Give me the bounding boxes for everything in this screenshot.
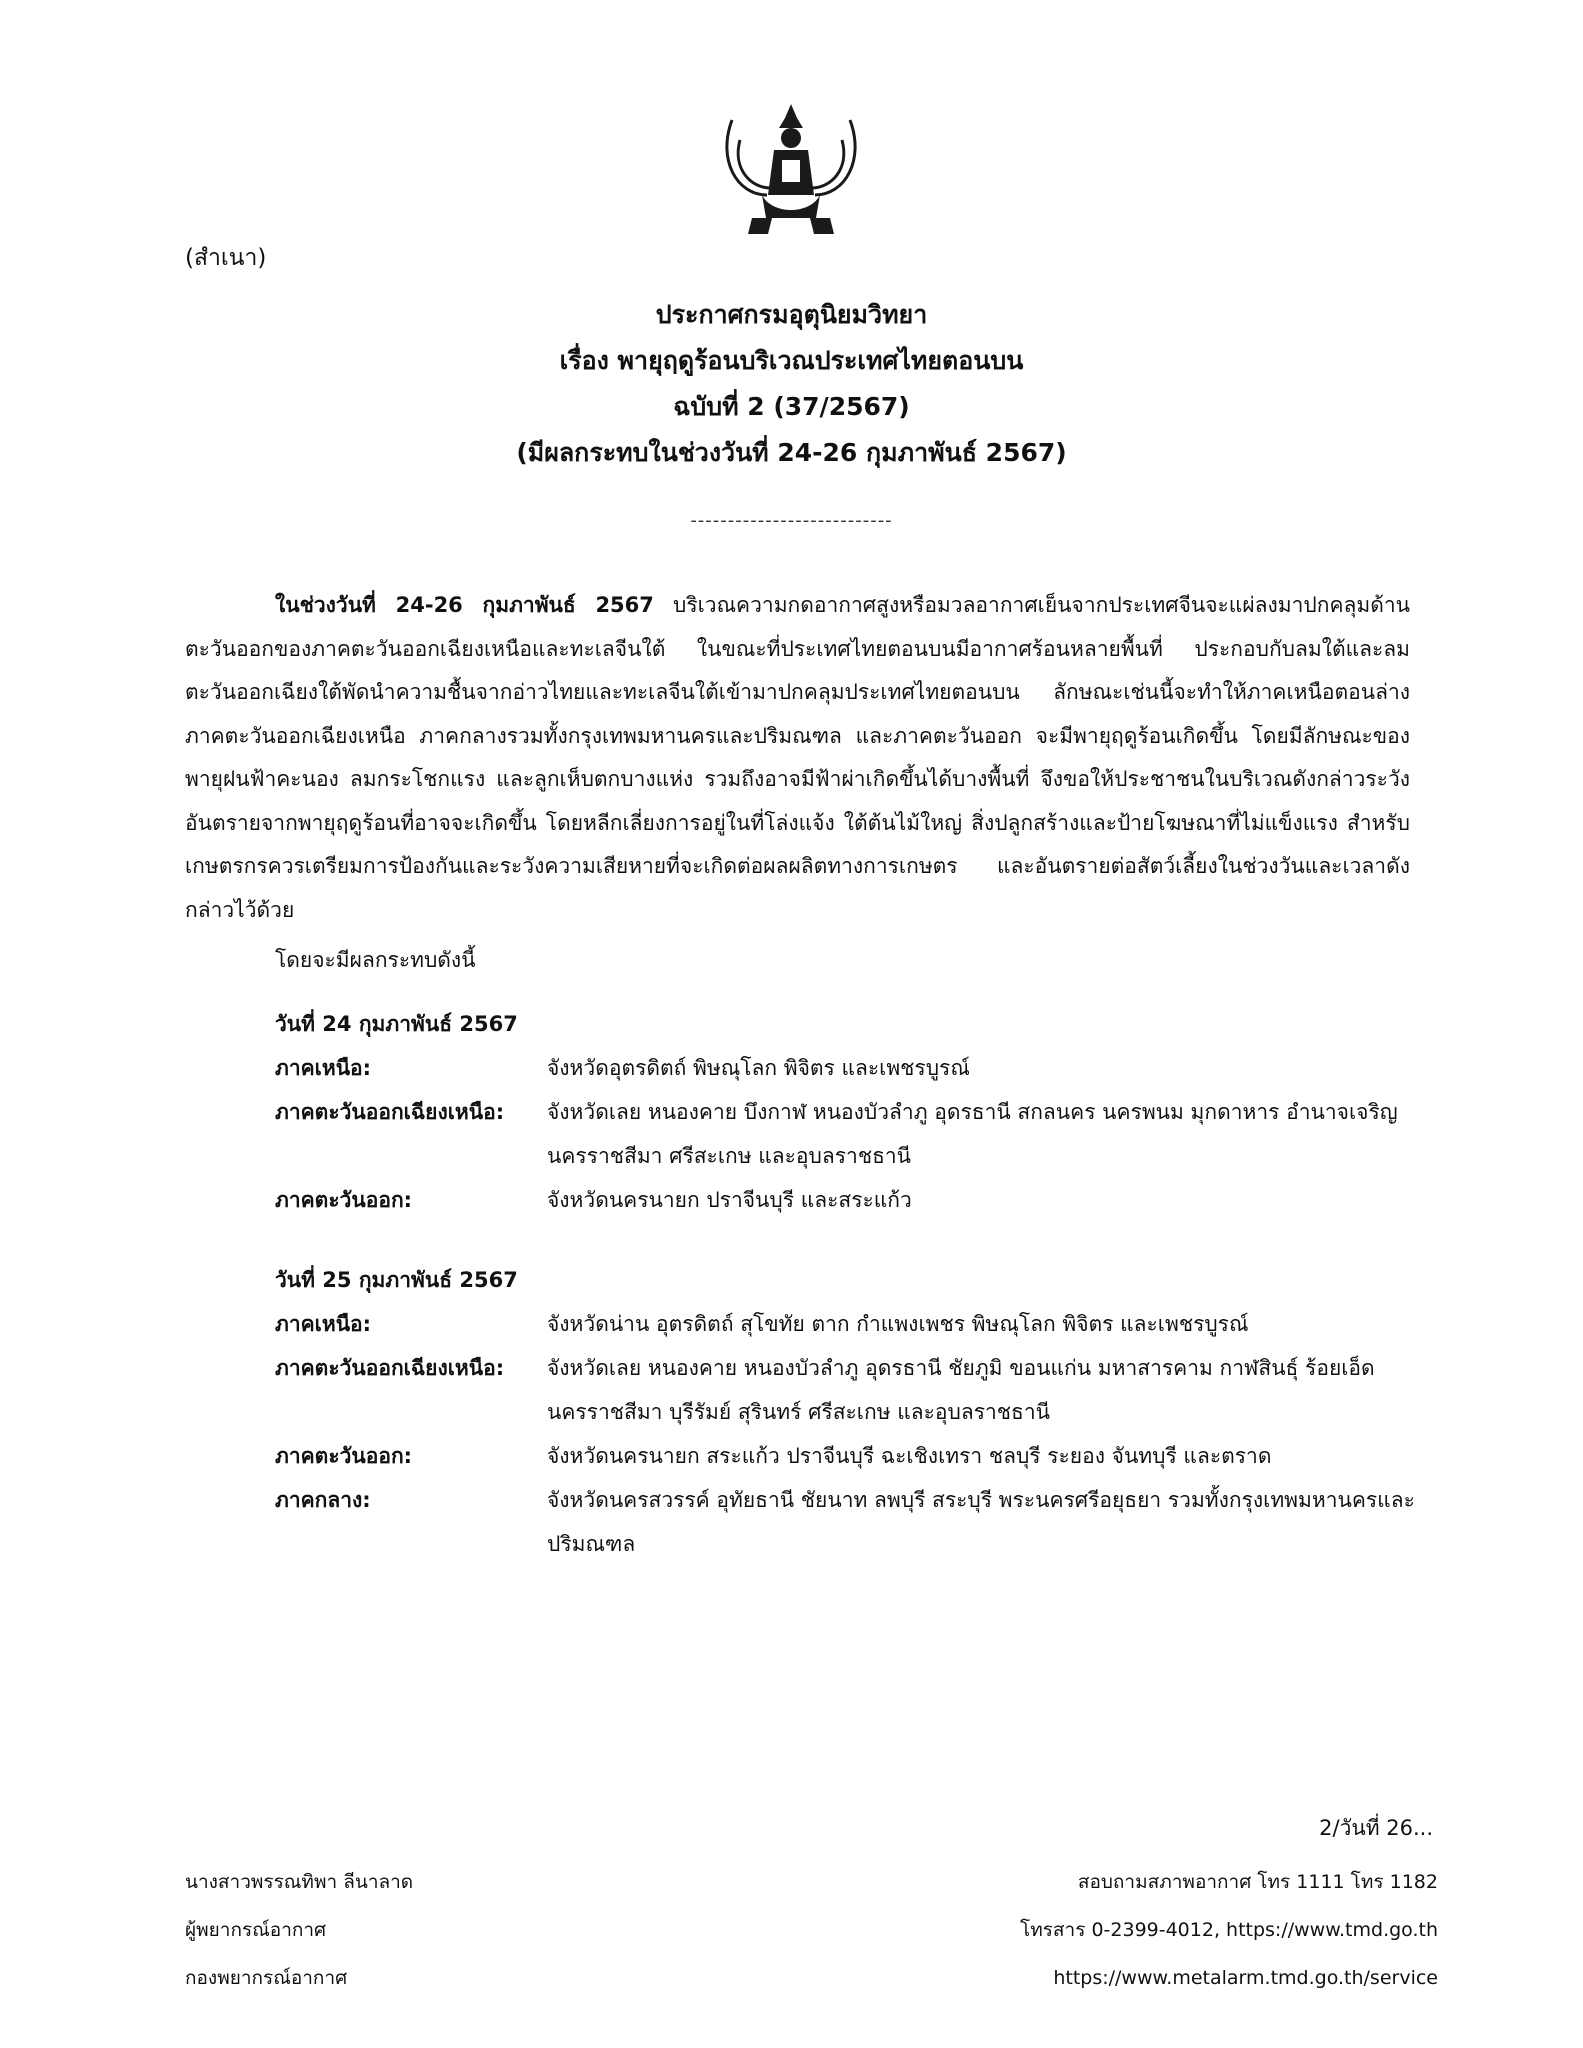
title-agency: ประกาศกรมอุตุนิยมวิทยา [655, 300, 928, 329]
body-paragraph [185, 584, 1410, 932]
region-row [275, 1346, 1415, 1434]
day-title: วันที่ 24 กุมภาพันธ์ 2567 [275, 1012, 518, 1036]
day-section [275, 1258, 1415, 1566]
contact-block [1020, 1858, 1438, 2002]
contact-phone: สอบถามสภาพอากาศ โทร 1111 โทร 1182 [1077, 1871, 1438, 1893]
forecaster-position: ผู้พยากรณ์อากาศ [185, 1919, 327, 1941]
region-name: ภาคตะวันออก: [275, 1188, 413, 1212]
title-subject: เรื่อง พายุฤดูร้อนบริเวณประเทศไทยตอนบน [559, 346, 1024, 375]
continuation-note: 2/วันที่ 26... [1319, 1816, 1433, 1840]
announcement-title [0, 292, 1583, 476]
region-name: ภาคตะวันออก: [275, 1444, 413, 1468]
day-section [275, 1002, 1415, 1222]
body-text: บริเวณความกดอากาศสูงหรือมวลอากาศเย็นจากประเทศจีนจะแผ่ลงมาปกคลุมด้านตะวันออกของภาคตะวันออกเฉียงเหนือและทะเลจีนใต้ ในขณะที่ประเทศไทยตอนบนมีอากาศร้อนหลายพื้นที่ ประกอบกับลมใต้และลมตะวันออกเฉียงใต้พัดนำความชื้นจากอ่าวไทยและทะเลจีนใต้เข้ามาปกคลุมประเทศไทยตอนบน ลักษณะเช่นนี้จะทำให้ภาคเหนือตอนล่าง ภาคตะวันออกเฉียงเหนือ ภาคกลางรวมทั้งกรุงเทพมหานครและปริมณฑล และภาคตะวันออก จะมีพายุฤดูร้อนเกิดขึ้น โดยมีลักษณะของพายุฝนฟ้าคะนอง ลมกระโชกแรง และลูกเห็บตกบางแห่ง รวมถึงอาจมีฟ้าผ่าเกิดขึ้นได้บางพื้นที่ จึงขอให้ประชาชนในบริเวณดังกล่าวระวังอันตรายจากพายุฤดูร้อนที่อาจจะเกิดขึ้น โดยหลีกเลี่ยงการอยู่ในที่โล่งแจ้ง ใต้ต้นไม้ใหญ่ สิ่งปลูกสร้างและป้ายโฆษณาที่ไม่แข็งแรง สำหรับเกษตรกรควรเตรียมการป้องกันและระวังความเสียหายที่จะเกิดต่อผลผลิตทางการเกษตร และอันตรายต่อสัตว์เลี้ยงในช่วงวันและเวลาดังกล่าวไว้ด้วย [185, 593, 1410, 922]
region-provinces: จังหวัดเลย หนองคาย บึงกาฬ หนองบัวลำภู อุดรธานี สกลนคร นครพนม มุกดาหาร อำนาจเจริญ นครราชสีมา ศรีสะเกษ และอุบลราชธานี [547, 1100, 1398, 1168]
forecaster-division: กองพยากรณ์อากาศ [185, 1967, 348, 1989]
title-affected-period: (มีผลกระทบในช่วงวันที่ 24-26 กุมภาพันธ์ 2567) [516, 438, 1067, 467]
region-row [275, 1478, 1415, 1566]
region-row [275, 1090, 1415, 1178]
region-name: ภาคกลาง: [275, 1488, 371, 1512]
body-lead: ในช่วงวันที่ 24-26 กุมภาพันธ์ 2567 [275, 593, 654, 617]
contact-alert-url: https://www.metalarm.tmd.go.th/service [1053, 1967, 1438, 1989]
impact-intro: โดยจะมีผลกระทบดังนี้ [275, 948, 476, 972]
region-provinces: จังหวัดน่าน อุตรดิตถ์ สุโขทัย ตาก กำแพงเพชร พิษณุโลก พิจิตร และเพชรบูรณ์ [547, 1312, 1249, 1336]
region-row [275, 1302, 1415, 1346]
region-row [275, 1178, 1415, 1222]
region-row [275, 1046, 1415, 1090]
garuda-emblem-icon [712, 100, 870, 240]
region-name: ภาคตะวันออกเฉียงเหนือ: [275, 1356, 505, 1380]
region-name: ภาคตะวันออกเฉียงเหนือ: [275, 1100, 505, 1124]
region-name: ภาคเหนือ: [275, 1312, 372, 1336]
forecaster-signature-block [185, 1858, 413, 2002]
region-provinces: จังหวัดอุตรดิตถ์ พิษณุโลก พิจิตร และเพชรบูรณ์ [547, 1056, 970, 1080]
contact-fax-website: โทรสาร 0-2399-4012, https://www.tmd.go.th [1020, 1919, 1438, 1941]
region-row [275, 1434, 1415, 1478]
title-separator: --------------------------- [690, 510, 893, 531]
region-name: ภาคเหนือ: [275, 1056, 372, 1080]
region-provinces: จังหวัดเลย หนองคาย หนองบัวลำภู อุดรธานี ชัยภูมิ ขอนแก่น มหาสารคาม กาฬสินธุ์ ร้อยเอ็ด นครราชสีมา บุรีรัมย์ สุรินทร์ ศรีสะเกษ และอุบลราชธานี [547, 1356, 1375, 1424]
region-provinces: จังหวัดนครสวรรค์ อุทัยธานี ชัยนาท ลพบุรี สระบุรี พระนครศรีอยุธยา รวมทั้งกรุงเทพมหานครและปริมณฑล [547, 1488, 1415, 1556]
region-provinces: จังหวัดนครนายก สระแก้ว ปราจีนบุรี ฉะเชิงเทรา ชลบุรี ระยอง จันทบุรี และตราด [547, 1444, 1272, 1468]
forecaster-name: นางสาวพรรณทิพา ลีนาลาด [185, 1871, 414, 1893]
region-provinces: จังหวัดนครนายก ปราจีนบุรี และสระแก้ว [547, 1188, 912, 1212]
title-issue-number: ฉบับที่ 2 (37/2567) [673, 392, 910, 421]
day-title: วันที่ 25 กุมภาพันธ์ 2567 [275, 1268, 518, 1292]
copy-label: (สำเนา) [185, 245, 267, 271]
